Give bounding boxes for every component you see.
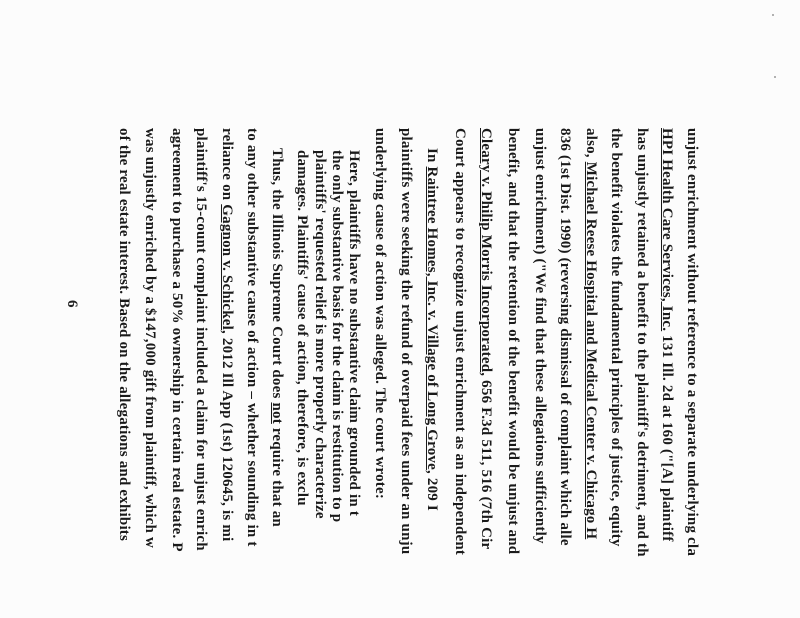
text-line — [168, 128, 185, 552]
text-line — [504, 128, 521, 554]
page-number: 6 — [64, 300, 80, 308]
text-line — [328, 150, 345, 522]
line-text: the benefit violates the fundamental principles of justice, equity — [608, 128, 624, 547]
text-line — [423, 148, 440, 511]
text-line — [293, 150, 310, 506]
underlined-text: Gagnon v. Schickel — [219, 204, 235, 330]
line-text: underlying cause of action was alleged. The court wrote: — [372, 128, 388, 500]
line-text: , 2012 Ill App (1st) 120645, is mi — [219, 330, 235, 542]
line-text: plaintiffs were seeking the refund of overpaid fees under an unju — [398, 128, 414, 555]
line-text: was unjustly enriched by a $147,000 gift from plaintiff, which w — [142, 128, 158, 549]
underlined-text: not — [269, 402, 285, 424]
text-line — [141, 128, 158, 548]
line-text: also, — [583, 128, 599, 162]
line-text: In — [424, 148, 440, 167]
line-text: unjust enrichment) ("We find that these allegations sufficiently — [532, 128, 548, 544]
line-text: unjust enrichment without reference to a separate underlying cla — [684, 128, 700, 557]
line-text: , 209 I — [424, 469, 440, 511]
text-line — [531, 128, 548, 544]
line-text: damages. Plaintiffs' cause of action, therefore, is exclu — [294, 150, 310, 506]
text-line — [582, 128, 599, 539]
underlined-text: Cleary v. Philip Morris Incorporated — [478, 128, 494, 373]
text-line — [192, 128, 209, 551]
line-text: Thus, the Illinois Supreme Court does — [269, 148, 285, 403]
line-text: 836 (1st Dist. 1990) (reversing dismissal of complaint which alle — [557, 128, 573, 546]
line-text: plaintiff's 15-count complaint included a claim for unjust enrich — [193, 128, 209, 551]
line-text: 131 Ill. 2d at 160 ("[A] plaintiff — [659, 331, 675, 542]
text-line — [658, 128, 675, 542]
text-line — [311, 150, 328, 519]
text-line — [345, 150, 362, 516]
line-text: Court appears to recognize unjust enrichment as an independent — [452, 128, 468, 556]
underlined-text: Michael Reese Hospital and Medical Center v. Chicago H — [583, 161, 599, 540]
underlined-text: Raintree Homes, Inc. v. Village of Long Grove — [424, 166, 440, 470]
text-line — [451, 128, 468, 555]
line-text: to any other substantive cause of action – whether sounding in t — [244, 128, 260, 547]
line-text: Here, plaintiffs have no substantive claim grounded in t — [346, 150, 362, 517]
text-line — [683, 128, 700, 556]
text-line — [607, 128, 624, 547]
text-line — [115, 128, 132, 541]
underlined-text: HPI Health Care Services, Inc. — [659, 128, 675, 332]
line-text: plaintiffs' requested relief is more properly characterize — [312, 150, 328, 519]
text-line — [397, 128, 414, 554]
text-line — [556, 128, 573, 546]
line-text: benefit, and that the retention of the benefit would be unjust and — [505, 128, 521, 555]
line-text: of the real estate interest. Based on the allegations and exhibits — [116, 128, 132, 542]
line-text: the only substantive basis for the claim is restitution to p — [329, 150, 345, 523]
text-line — [268, 148, 285, 527]
text-line — [633, 128, 650, 557]
line-text: require that an — [269, 423, 285, 527]
line-text: reliance on — [219, 128, 235, 205]
text-line — [243, 128, 260, 547]
text-line — [371, 128, 388, 499]
line-text: agreement to purchase a 50% ownership in certain real estate. P — [169, 128, 185, 552]
text-line — [218, 128, 235, 541]
line-text: , 656 F.3d 511, 516 (7th Cir — [478, 372, 494, 550]
text-line — [477, 128, 494, 549]
line-text: has unjustly retained a benefit to the plaintiff's detriment, and th — [634, 128, 650, 557]
